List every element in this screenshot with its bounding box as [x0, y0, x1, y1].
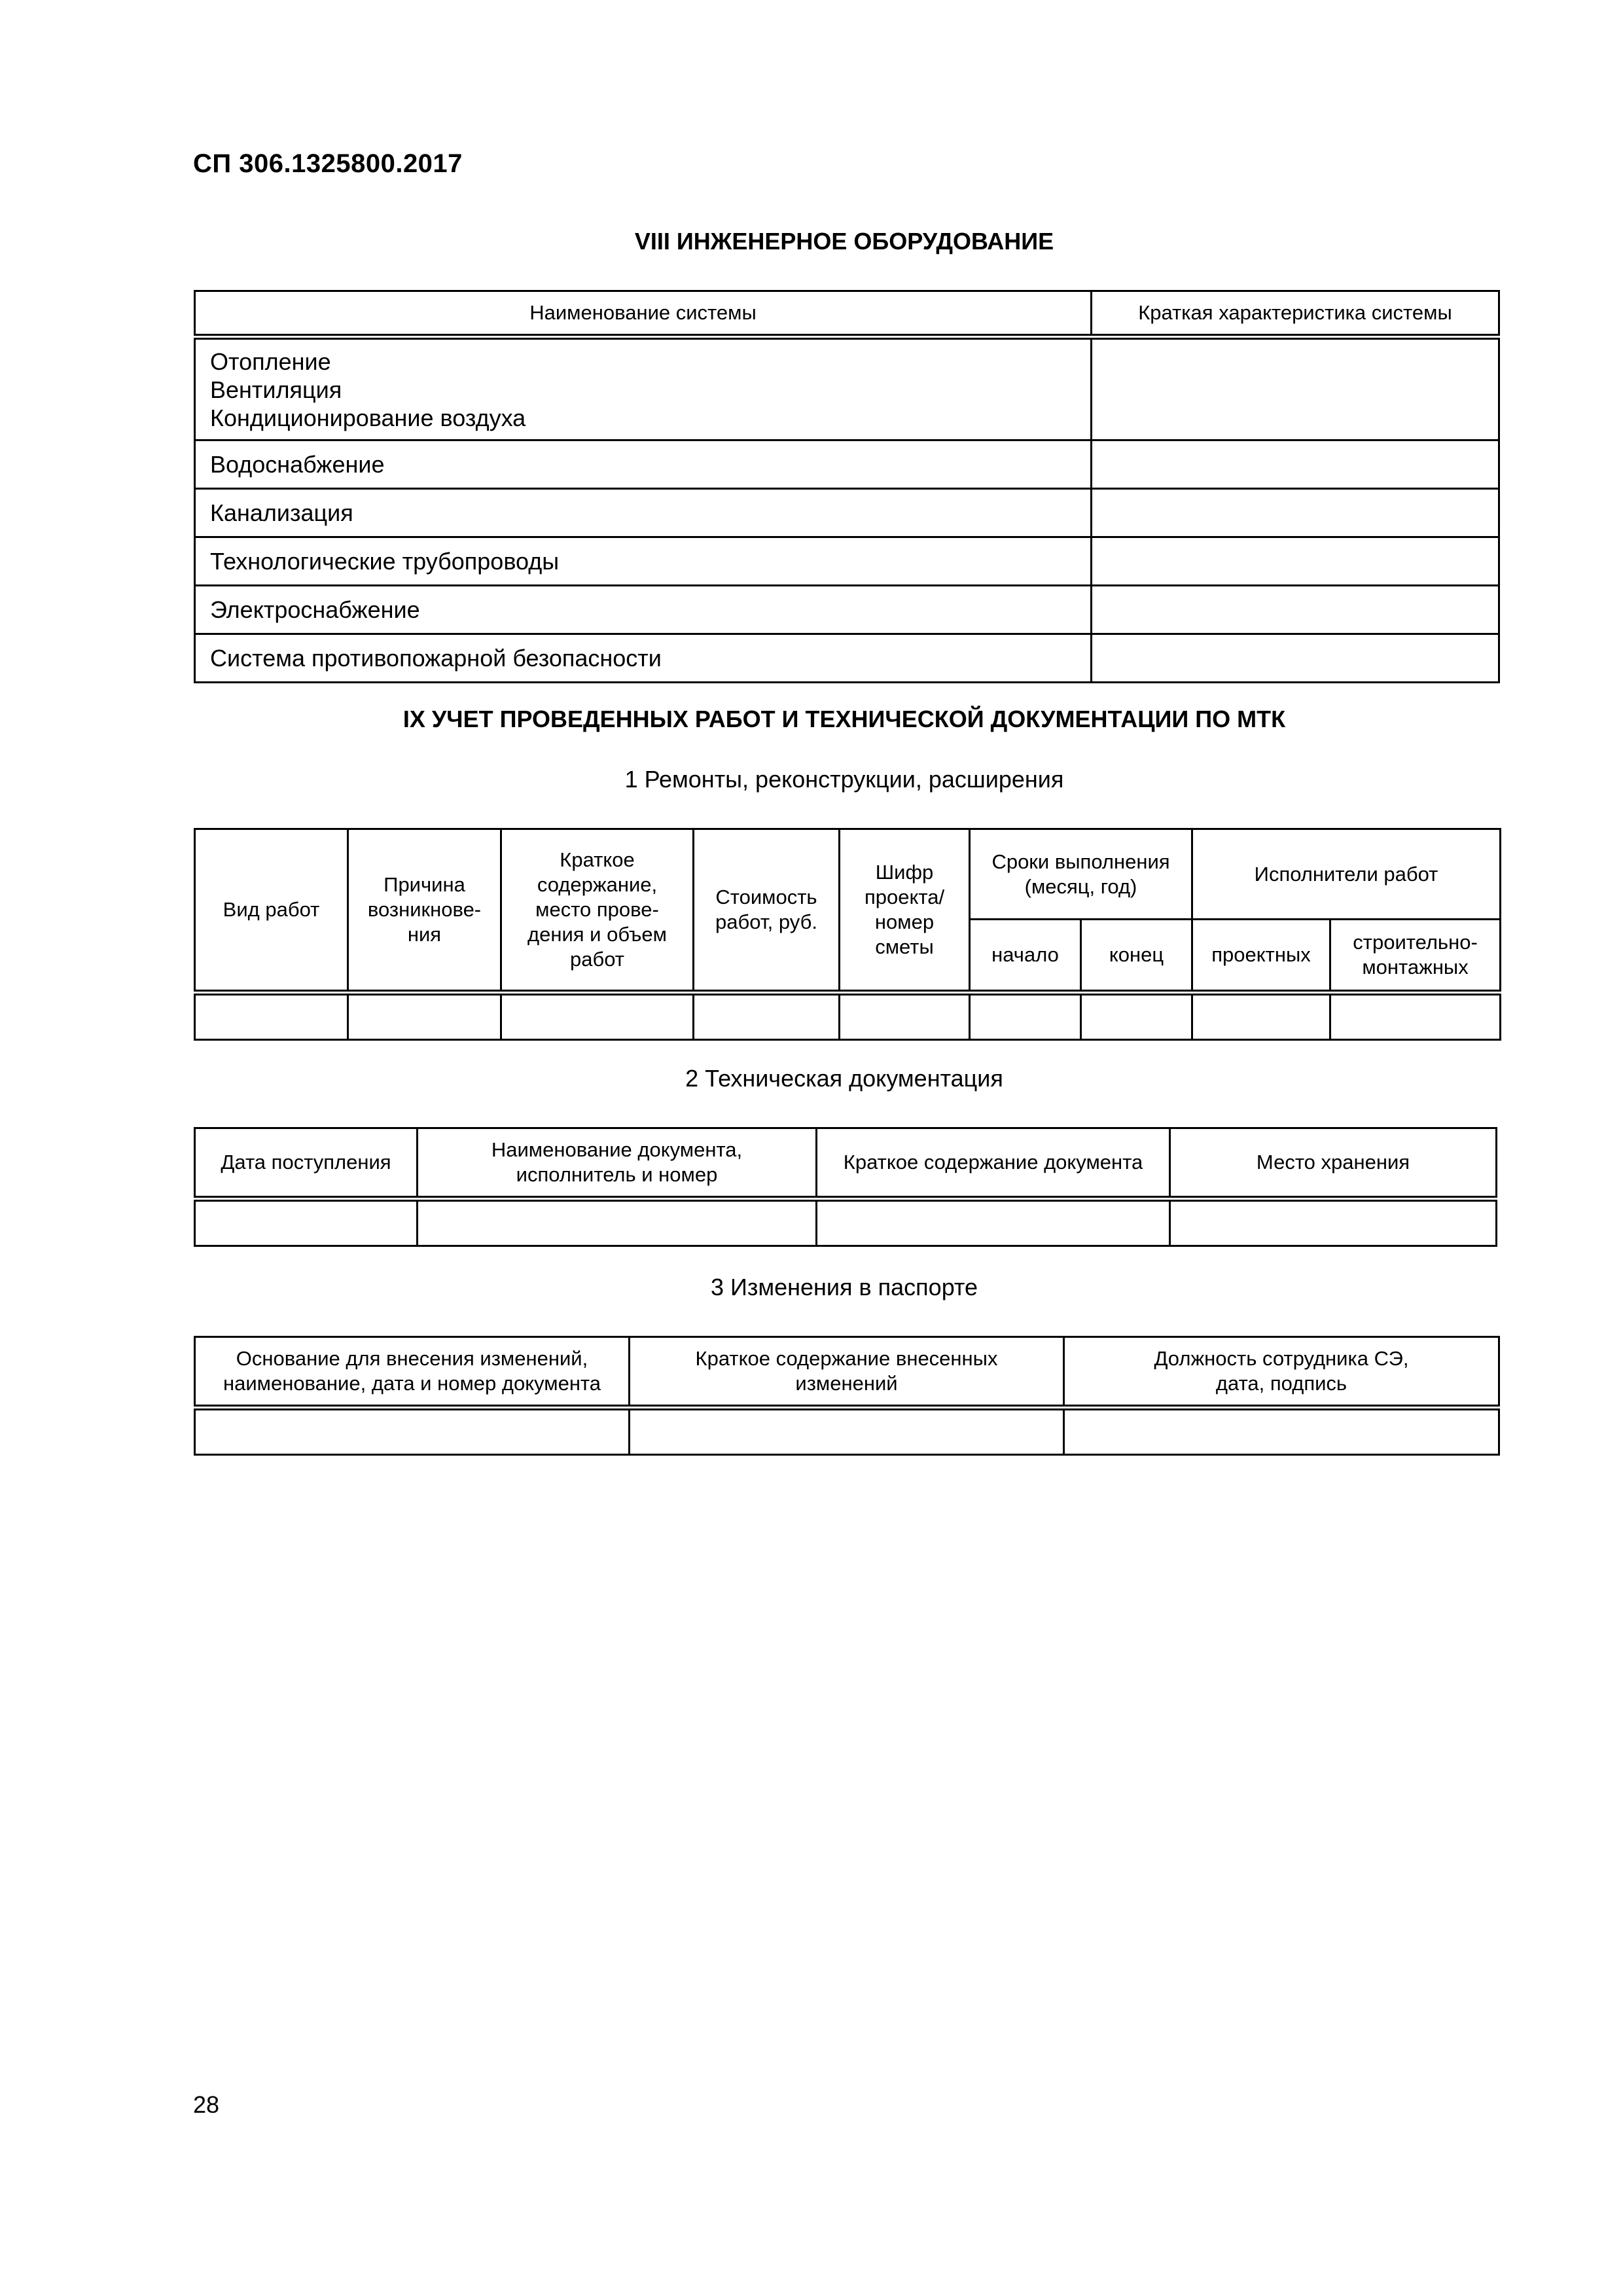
empty-cell — [1064, 1408, 1499, 1455]
header-summary: Краткое содержание, место прове- дения и объем работ — [501, 829, 694, 993]
header-document-name: Наименование документа, исполнитель и номер — [418, 1128, 817, 1199]
table-row — [195, 1408, 1499, 1455]
header-storage-place: Место хранения — [1170, 1128, 1497, 1199]
empty-cell — [1192, 993, 1330, 1040]
table-row — [195, 1199, 1497, 1246]
header-end: конец — [1081, 920, 1192, 993]
empty-cell — [418, 1199, 817, 1246]
table-row — [195, 489, 1499, 537]
section-9-title: IX УЧЕТ ПРОВЕДЕННЫХ РАБОТ И ТЕХНИЧЕСКОЙ ДОКУМЕНТАЦИИ ПО МТК — [402, 706, 1286, 732]
header-change-basis: Основание для внесения изменений, наименование, дата и номер документа — [195, 1337, 630, 1408]
empty-cell — [694, 993, 840, 1040]
passport-changes-table — [194, 1336, 1500, 1456]
empty-cell — [970, 993, 1081, 1040]
header-document-summary: Краткое содержание документа — [817, 1128, 1170, 1199]
technical-docs-table — [194, 1127, 1497, 1247]
empty-cell — [840, 993, 970, 1040]
system-description-cell — [1092, 440, 1499, 489]
empty-cell — [348, 993, 501, 1040]
header-executors: Исполнители работ — [1192, 829, 1501, 920]
subsection-3-title: 3 Изменения в паспорте — [710, 1274, 978, 1300]
empty-cell — [1330, 993, 1501, 1040]
header-cost: Стоимость работ, руб. — [694, 829, 840, 993]
system-description-cell — [1092, 586, 1499, 634]
system-name-cell: Технологические трубопроводы — [195, 537, 1092, 586]
table-row — [195, 337, 1499, 440]
system-description-cell — [1092, 634, 1499, 683]
empty-cell — [195, 1408, 630, 1455]
system-description-cell — [1092, 489, 1499, 537]
document-code: СП 306.1325800.2017 — [193, 149, 463, 178]
empty-cell — [1170, 1199, 1497, 1246]
equipment-table — [194, 290, 1500, 683]
system-description-cell — [1092, 337, 1499, 440]
system-name-cell: Водоснабжение — [195, 440, 1092, 489]
header-system-description: Краткая характеристика системы — [1092, 291, 1499, 337]
header-design: проектных — [1192, 920, 1330, 993]
empty-cell — [630, 1408, 1064, 1455]
section-8-title: VIII ИНЖЕНЕРНОЕ ОБОРУДОВАНИЕ — [634, 228, 1054, 255]
empty-cell — [501, 993, 694, 1040]
header-change-summary: Краткое содержание внесенных изменений — [630, 1337, 1064, 1408]
empty-cell — [1081, 993, 1192, 1040]
table-row — [195, 440, 1499, 489]
system-name-cell: Система противопожарной безопасности — [195, 634, 1092, 683]
header-deadlines: Сроки выполнения (месяц, год) — [970, 829, 1192, 920]
page-number: 28 — [193, 2091, 220, 2118]
header-construction: строительно- монтажных — [1330, 920, 1501, 993]
subsection-2-title: 2 Техническая документация — [685, 1065, 1003, 1092]
table-row — [195, 993, 1501, 1040]
header-project-code: Шифр проекта/ номер сметы — [840, 829, 970, 993]
subsection-1-title: 1 Ремонты, реконструкции, расширения — [624, 766, 1064, 793]
header-work-type: Вид работ — [195, 829, 348, 993]
empty-cell — [195, 993, 348, 1040]
table-row — [195, 586, 1499, 634]
system-description-cell — [1092, 537, 1499, 586]
repairs-table — [194, 828, 1501, 1041]
table-row — [195, 634, 1499, 683]
header-reason: Причина возникнове- ния — [348, 829, 501, 993]
empty-cell — [195, 1199, 418, 1246]
header-employee-position: Должность сотрудника СЭ, дата, подпись — [1064, 1337, 1499, 1408]
system-name-cell: Электроснабжение — [195, 586, 1092, 634]
system-name-cell: Отопление Вентиляция Кондиционирование воздуха — [195, 337, 1092, 440]
header-start: начало — [970, 920, 1081, 993]
empty-cell — [817, 1199, 1170, 1246]
table-row — [195, 537, 1499, 586]
header-receipt-date: Дата поступления — [195, 1128, 418, 1199]
system-name-cell: Канализация — [195, 489, 1092, 537]
header-system-name: Наименование системы — [195, 291, 1092, 337]
